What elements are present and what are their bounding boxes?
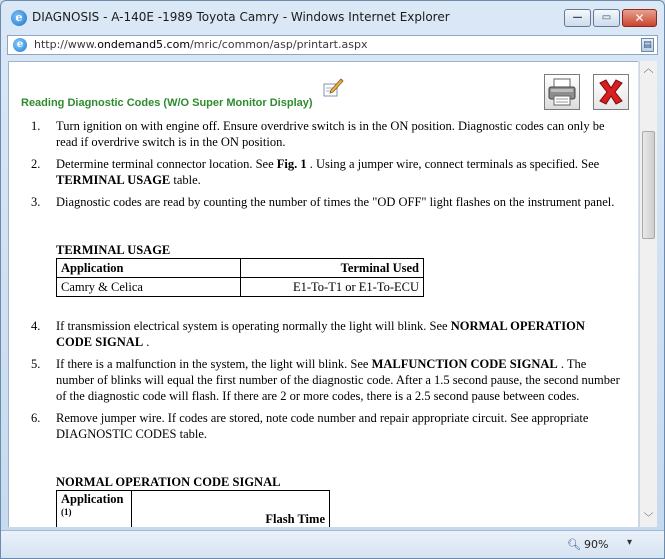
- step-text: [56, 357, 620, 403]
- step-number: 4.: [31, 319, 41, 333]
- column-header: [57, 491, 132, 528]
- table-header-row: [57, 259, 424, 278]
- close-document-button[interactable]: [593, 74, 629, 110]
- url-path: /mric/common/asp/printart.aspx: [190, 38, 368, 51]
- title-bar[interactable]: [1, 1, 664, 35]
- table-row: [57, 278, 424, 297]
- status-bar: [1, 530, 664, 558]
- malfunction-code-link[interactable]: MALFUNCTION CODE SIGNAL: [371, 357, 558, 371]
- ie-page-icon: e: [13, 38, 27, 52]
- step-text-part: If transmission electrical system is operating normally the light will blink. See: [56, 319, 451, 333]
- page-type-icon[interactable]: ▤: [641, 38, 654, 52]
- column-header: Flash Time: [132, 491, 330, 528]
- step-text: Remove jumper wire. If codes are stored, note code number and repair appropriate circuit. See appropriate DIAGNOSTIC CODES table.: [56, 411, 589, 441]
- list-item: [31, 194, 621, 210]
- list-item: [31, 156, 621, 188]
- printer-icon: [545, 75, 579, 109]
- page-content: [8, 61, 638, 527]
- step-text-part: .: [143, 335, 150, 349]
- table-header-row: [57, 491, 330, 528]
- scrollbar-thumb[interactable]: [642, 131, 655, 239]
- step-number: 3.: [31, 195, 41, 209]
- step-text-part: Determine terminal connector location. See: [56, 157, 277, 171]
- maximize-button[interactable]: ▭: [593, 9, 620, 27]
- url-host: ondemand5.com: [97, 38, 191, 51]
- table-cell: E1-To-T1 or E1-To-ECU: [241, 278, 424, 297]
- header-text: Application: [61, 492, 124, 506]
- step-text-part: If there is a malfunction in the system, the light will blink. See: [56, 357, 372, 371]
- column-header: Terminal Used: [241, 259, 424, 278]
- step-number: 6.: [31, 411, 41, 425]
- window-title: DIAGNOSIS - A-140E -1989 Toyota Camry - Windows Internet Explorer: [32, 10, 450, 24]
- address-bar[interactable]: [7, 35, 658, 55]
- table-cell: Camry & Celica: [57, 278, 241, 297]
- step-text-part: . Using a jumper wire, connect terminals as specified. See: [306, 157, 600, 171]
- normal-operation-table: [56, 490, 330, 527]
- list-item: [31, 356, 621, 404]
- zoom-dropdown-arrow-icon[interactable]: ▾: [627, 537, 633, 548]
- step-text-part: table.: [170, 173, 201, 187]
- red-x-icon: [594, 75, 628, 109]
- footnote-marker: (1): [61, 507, 72, 517]
- heading-row: [21, 84, 344, 110]
- list-item: [31, 118, 621, 150]
- zoom-level[interactable]: 90%: [584, 538, 609, 551]
- vertical-scrollbar[interactable]: [639, 61, 657, 527]
- normal-operation-title: NORMAL OPERATION CODE SIGNAL: [56, 475, 281, 489]
- url-scheme: http://www.: [34, 38, 98, 51]
- print-button[interactable]: [544, 74, 580, 110]
- column-header: Application: [57, 259, 241, 278]
- terminal-usage-link[interactable]: TERMINAL USAGE: [56, 173, 171, 187]
- scroll-up-arrow-icon[interactable]: ︿: [643, 64, 654, 75]
- step-text: Diagnostic codes are read by counting the number of times the "OD OFF" light flashes on the instrument panel.: [56, 195, 615, 209]
- terminal-usage-table: [56, 258, 424, 297]
- figure-link[interactable]: Fig. 1: [276, 157, 307, 171]
- list-item: [31, 318, 621, 350]
- minimize-button[interactable]: —: [564, 9, 591, 27]
- edit-pencil-icon[interactable]: [322, 76, 344, 98]
- close-window-button[interactable]: ✕: [622, 9, 657, 27]
- scroll-down-arrow-icon[interactable]: ﹀: [643, 513, 654, 524]
- step-text: [56, 319, 585, 349]
- step-number: 1.: [31, 119, 41, 133]
- zoom-magnifier-icon[interactable]: 🔍︎: [567, 538, 581, 551]
- step-number: 5.: [31, 357, 41, 371]
- terminal-usage-title: TERMINAL USAGE: [56, 243, 171, 257]
- step-text: [56, 157, 599, 187]
- list-item: [31, 410, 621, 442]
- instruction-list: [31, 118, 621, 216]
- step-number: 2.: [31, 157, 41, 171]
- ie-logo-icon: e: [11, 10, 27, 26]
- page-heading: Reading Diagnostic Codes (W/O Super Monitor Display): [21, 97, 313, 109]
- step-text-part: . The number of blinks will equal the first number of the diagnostic code. After a 1.5 second pause, the second number of the diagnostic code will flash. If there are 2 or more codes, there is a 2.5 second pause between codes.: [56, 357, 620, 403]
- step-text: Turn ignition on with engine off. Ensure overdrive switch is in the ON position. Diagnostic codes can only be read if overdrive switch is in the ON position.: [56, 119, 605, 149]
- normal-operation-link[interactable]: NORMAL OPERATION CODE SIGNAL: [56, 319, 585, 349]
- instruction-list-continued: [31, 318, 621, 448]
- url-text[interactable]: [34, 38, 367, 51]
